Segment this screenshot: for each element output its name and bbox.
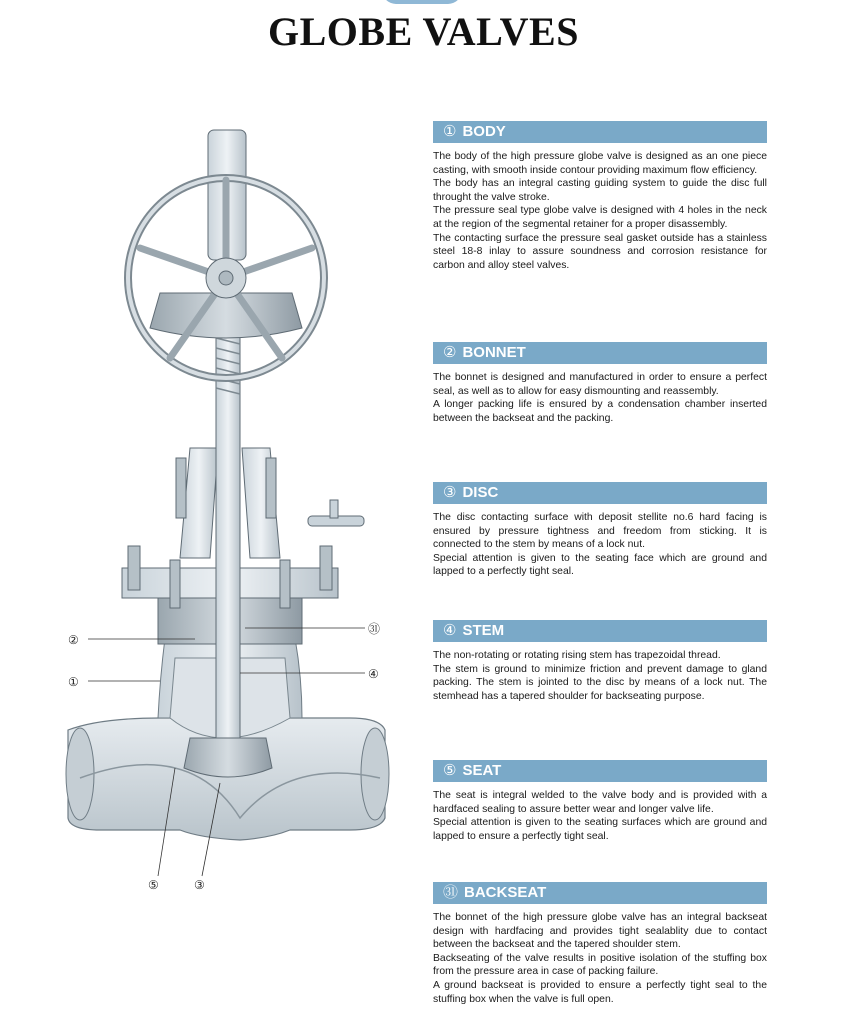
section-title: BONNET bbox=[462, 344, 526, 361]
valve-disc bbox=[184, 738, 272, 777]
paragraph: The body has an integral casting guiding system to guide the disc full throught the valve stroke. bbox=[433, 178, 767, 203]
paragraph: The bonnet of the high pressure globe valve has an integral backseat design with hardfacing and provides tight sealablity due to contact between the backseat and the tapered shoulder stem. bbox=[433, 912, 767, 951]
section-seat bbox=[433, 760, 767, 843]
paragraph: The pressure seal type globe valve is designed with 4 holes in the neck at the region of the segmental retainer for a proper disassembly. bbox=[433, 205, 767, 230]
section-number: ② bbox=[443, 344, 457, 361]
paragraph: A longer packing life is ensured by a condensation chamber inserted between the backseat and the packing. bbox=[433, 399, 767, 424]
section-header-bonnet bbox=[433, 342, 767, 364]
paragraph: The non-rotating or rotating rising stem has trapezoidal thread. bbox=[433, 650, 721, 661]
section-text bbox=[433, 150, 767, 272]
section-text bbox=[433, 511, 767, 579]
section-text bbox=[433, 371, 767, 425]
paragraph: Special attention is given to the seating surfaces which are ground and lapped to ensure a perfectly tight seal. bbox=[433, 817, 767, 842]
paragraph: The stem is ground to minimize friction and prevent damage to gland packing. The stem is jointed to the disc by means of a lock nut. The stemhead has a tapered shoulder for backseating purpose. bbox=[433, 663, 767, 702]
section-backseat bbox=[433, 882, 767, 1006]
paragraph: The contacting surface the pressure seal gasket outside has a stainless steel 18-8 inlay to assure soundness and corrosion resistance for carbon and alloy steel valves. bbox=[433, 232, 767, 271]
paragraph: Special attention is given to the seating face which are ground and lapped to a perfectly tight seal. bbox=[433, 552, 767, 578]
section-header-stem bbox=[433, 620, 767, 642]
section-text bbox=[433, 789, 767, 843]
globe-valve-cutaway-illustration bbox=[40, 118, 410, 908]
section-body bbox=[433, 121, 767, 272]
section-title: STEM bbox=[462, 622, 505, 639]
section-text bbox=[433, 911, 767, 1006]
section-header-body bbox=[433, 121, 767, 143]
section-header-disc bbox=[433, 482, 767, 504]
callout-stem: ④ bbox=[368, 667, 379, 681]
callout-body: ① bbox=[68, 675, 79, 689]
decorative-top-tab bbox=[382, 0, 462, 4]
section-header-seat bbox=[433, 760, 767, 782]
paragraph: Backseating of the valve results in positive isolation of the stuffing box from the pressure area in case of packing failure. bbox=[433, 952, 767, 978]
section-header-backseat bbox=[433, 882, 767, 904]
paragraph: The disc contacting surface with deposit stellite no.6 hard facing is ensured by pressure tightness and freedom from sticking. It is connected to the stem by means of a lock nut. bbox=[433, 512, 767, 551]
paragraph: The seat is integral welded to the valve body and is provided with a hardfaced sealing to assure better wear and longer valve life. bbox=[433, 790, 767, 815]
section-number: ㉛ bbox=[443, 884, 459, 901]
section-number: ① bbox=[443, 123, 457, 140]
section-number: ⑤ bbox=[443, 762, 457, 779]
section-number: ④ bbox=[443, 622, 457, 639]
callout-seat: ⑤ bbox=[148, 878, 159, 892]
page-title: GLOBE VALVES bbox=[268, 9, 579, 54]
section-disc bbox=[433, 482, 767, 579]
paragraph: The body of the high pressure globe valve is designed as an one piece casting, with smooth inside contour providing maximum flow efficiency. bbox=[433, 151, 767, 176]
section-title: DISC bbox=[462, 484, 499, 501]
callout-bonnet: ② bbox=[68, 633, 79, 647]
section-stem bbox=[433, 620, 767, 703]
callout-disc: ③ bbox=[194, 878, 205, 892]
section-title: BODY bbox=[462, 123, 506, 140]
section-text bbox=[433, 649, 767, 703]
paragraph: A ground backseat is provided to ensure a perfectly tight seal to the stuffing box when the valve is full open. bbox=[433, 979, 767, 1005]
section-title: SEAT bbox=[462, 762, 502, 779]
section-number: ③ bbox=[443, 484, 457, 501]
section-bonnet bbox=[433, 342, 767, 425]
paragraph: The bonnet is designed and manufactured in order to ensure a perfect seal, as well as to allow for easy dismounting and reassembly. bbox=[433, 372, 767, 397]
callout-backseat: ㉛ bbox=[368, 622, 381, 636]
valve-bonnet bbox=[122, 448, 364, 644]
section-title: BACKSEAT bbox=[464, 884, 547, 901]
